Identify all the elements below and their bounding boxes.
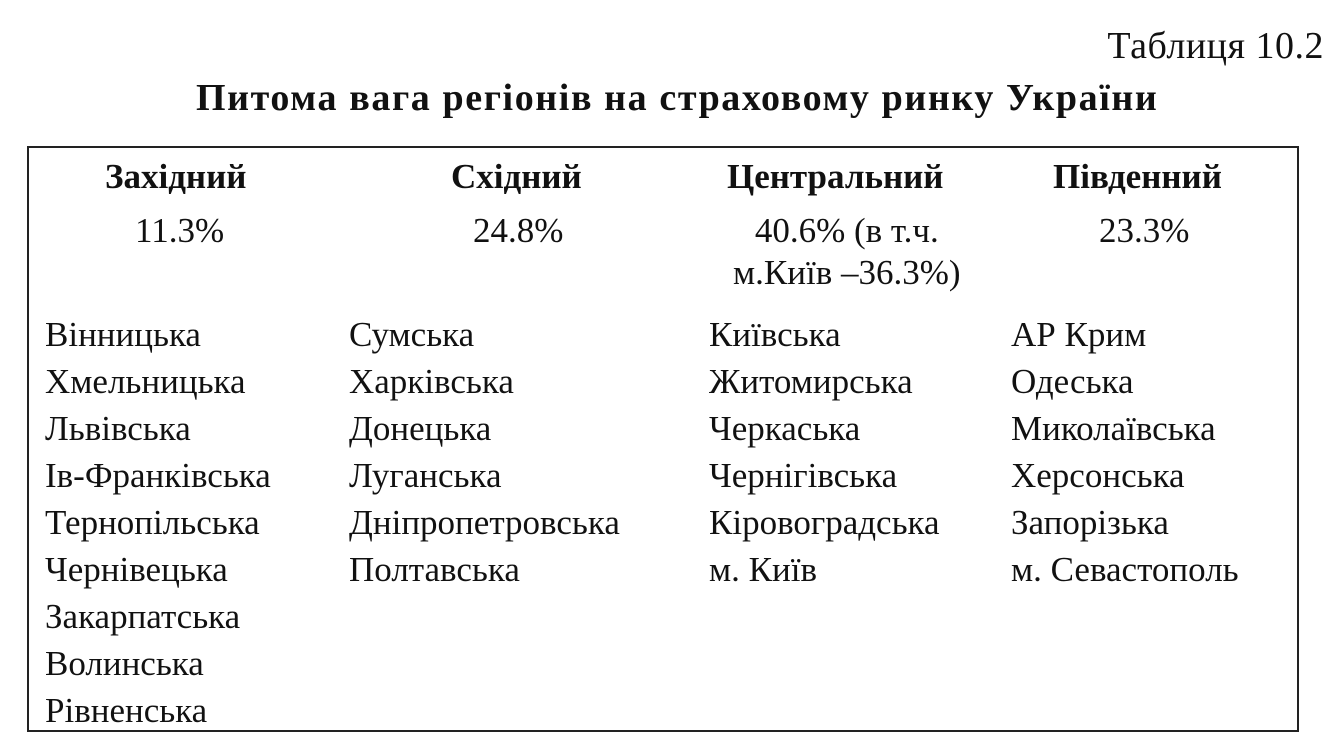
column-header: Східний (451, 157, 582, 196)
table-number: Таблиця 10.2 (1107, 25, 1324, 67)
region-list (1011, 311, 1239, 593)
region-list (709, 311, 940, 593)
table-title: Питома вага регіонів на страховому ринку України (196, 77, 1159, 119)
column-share (733, 210, 961, 294)
column-header: Західний (105, 157, 247, 196)
column-east (349, 148, 699, 730)
list-item: Харківська (349, 362, 514, 401)
list-item: Львівська (45, 409, 191, 448)
list-item: Одеська (1011, 362, 1134, 401)
list-item: Ів-Франківська (45, 456, 271, 495)
column-west (45, 148, 335, 730)
list-item: Запорізька (1011, 503, 1169, 542)
list-item: Рівненська (45, 691, 208, 730)
list-item: АР Крим (1011, 315, 1147, 354)
column-share (135, 210, 224, 252)
share-value: 24.8% (473, 211, 564, 250)
share-value: 11.3% (135, 211, 225, 250)
column-header: Центральний (727, 157, 944, 196)
list-item: Волинська (45, 644, 204, 683)
list-item: Закарпатська (45, 597, 241, 636)
list-item: Чернігівська (709, 456, 898, 495)
share-value: 40.6% (в т.ч. (754, 211, 939, 250)
region-list (349, 311, 620, 593)
list-item: Дніпропетровська (349, 503, 620, 542)
list-item: Чернівецька (45, 550, 228, 589)
list-item: Черкаська (709, 409, 861, 448)
column-header: Південний (1053, 157, 1222, 196)
share-value-note: м.Київ –36.3%) (733, 253, 961, 292)
list-item: Сумська (349, 315, 475, 354)
list-item: Тернопільська (45, 503, 260, 542)
list-item: Херсонська (1011, 456, 1185, 495)
list-item: Кіровоградська (709, 503, 940, 542)
list-item: Вінницька (45, 315, 201, 354)
list-item: Хмельницька (45, 362, 246, 401)
column-share (473, 210, 563, 252)
list-item: м. Київ (709, 550, 817, 589)
column-central (709, 148, 999, 730)
list-item: Житомирська (709, 362, 913, 401)
region-list (45, 311, 271, 734)
column-south (1011, 148, 1301, 730)
list-item: Полтавська (349, 550, 520, 589)
list-item: Миколаївська (1011, 409, 1216, 448)
share-value: 23.3% (1099, 211, 1190, 250)
regions-table (27, 146, 1299, 732)
list-item: Луганська (349, 456, 502, 495)
list-item: Донецька (349, 409, 492, 448)
column-share (1099, 210, 1189, 252)
list-item: м. Севастополь (1011, 550, 1239, 589)
list-item: Київська (709, 315, 841, 354)
